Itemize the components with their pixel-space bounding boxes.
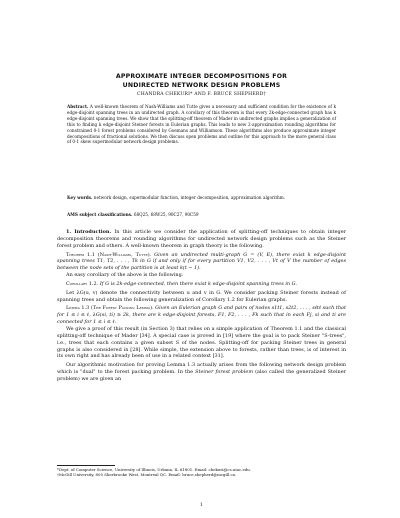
lemma-label: Lemma 1.3 (The Forest Packing Lemma).: [66, 305, 154, 312]
paper-body: [57, 229, 346, 383]
intro-paragraph: [57, 229, 346, 250]
footnote-1: *Dept. of Computer Science, University of Illinois, Urbana, IL 61801. Email: chekuri@cs.uiuc.edu.: [57, 467, 252, 472]
theorem-label: Theorem 1.1 (Nash-Williams, Tutte).: [66, 251, 152, 258]
keywords: [67, 195, 336, 201]
abstract-text: A well-known theorem of Nash-Williams and Tutte gives a necessary and sufficient condition for the existence of k edge-disjoint spanning trees in an undirected graph. A corollary of this theorem is that every 2k-edge-connected graph has k edge-disjoint spanning trees. We show that the splitting-off theorem of Mader in undirected graphs implies a generalization of this to finding k edge-disjoint Steiner forests in Eulerian graphs. This leads to new 2-approximation rounding algorithms for constrained 0-1 forest problems considered by Goemans and Williamson. These algorithms also produce approximate integer decompositions of fractional solutions. We then discuss open problems and outline for this approach to the more general class of 0-1 skew supermodular network design problems.: [67, 104, 336, 145]
paper-title: [57, 72, 346, 90]
abstract: [67, 104, 336, 145]
motivation-paragraph: [57, 362, 346, 383]
corollary-intro: An easy corollary of the above is the following.: [66, 272, 184, 279]
corollary-text: If G is 2k-edge-connected, then there exist k edge-disjoint spanning trees in G.: [99, 280, 297, 287]
footnote-rule: [57, 465, 115, 466]
ams-classifications: [67, 212, 336, 218]
abstract-label: Abstract.: [67, 104, 89, 109]
lemma-text: Given an Eulerian graph G and pairs of nodes s1t1, s2t2, . . . , sℓtℓ such that for 1 ≤ i ≤ ℓ, λG(si, ti) ≥ 2k, there are k edge-disjoint forests, F1, F2, . . . , Fk such that in each Fj, si and ti are connected for 1 ≤ i ≤ ℓ.: [57, 305, 346, 326]
section-heading: 1. Introduction.: [66, 229, 112, 235]
page-number: 1: [200, 503, 203, 508]
title-line-1: APPROXIMATE INTEGER DECOMPOSITIONS FOR: [115, 73, 288, 80]
theorem-text: Given an undirected multi-graph G = (V, E), there exist k edge-disjoint spanning trees T1, T2, . . . , Tk in G if and only if for every partition V1, V2, . . . , Vt of V the number of edges between the node sets of the partition is at least k(t − 1).: [57, 251, 346, 272]
motivation-text-b: (also called the generalized Steiner problem) we are given an: [57, 369, 346, 382]
keywords-label: Key words.: [67, 195, 93, 200]
lemma-1-3: [57, 305, 346, 326]
corollary-label: Corollary 1.2.: [66, 280, 99, 287]
intro-text: In this article we consider the application of splitting-off techniques to obtain integer decomposition theorems and rounding algorithms for undirected network design problems such as the Steiner forest problem and others. A well-known theorem in graph theory is the following.: [57, 229, 346, 249]
theorem-1-1: [57, 252, 346, 273]
authors: CHANDRA CHEKURI* AND F. BRUCE SHEPHERD†: [137, 92, 266, 97]
title-line-2: UNDIRECTED NETWORK DESIGN PROBLEMS: [122, 82, 281, 89]
ams-label: AMS subject classifications.: [67, 212, 133, 217]
motivation-text-a: Our algorithmic motivation for proving Lemma 1.3 actually arises from the following network design problem which is "dual" to the forest packing problem. In the: [57, 362, 346, 376]
corollary-1-2: [57, 281, 346, 288]
footnote-2: †McGill University, 805 Sherbrooke West, Montreal QC. Email: bruce.shepherd@mcgill.ca.: [57, 472, 237, 478]
motivation-emphasis: Steiner forest problem: [195, 369, 254, 376]
footnotes: [57, 467, 346, 478]
proof-paragraph: We give a proof of this result (in Section 3) that relies on a simple application of Theorem 1.1 and the classical splitting-off technique of Mader [34]. A special case is proved in [19] where the goal is to pack Steiner "S-trees", i.e., trees that each contains a given subset S of the nodes. Splitting-off for packing Steiner trees in general graphs is also considered in [28]. While simple, the extension above to forests, rather than trees, is of interest in its own right and has already been of use in a related context [31].: [57, 325, 346, 360]
keywords-text: network design, supermodular function, integer decomposition, approximation algorithm.: [93, 195, 286, 200]
lambda-paragraph: Let λG(u, v) denote the connectivity between u and v in G. We consider packing Steiner forests instead of spanning trees and obtain the following generalization of Corollary 1.2 for Eulerian graphs.: [57, 289, 346, 303]
ams-text: 68Q25, 68W25, 90C27, 90C59: [133, 212, 199, 217]
